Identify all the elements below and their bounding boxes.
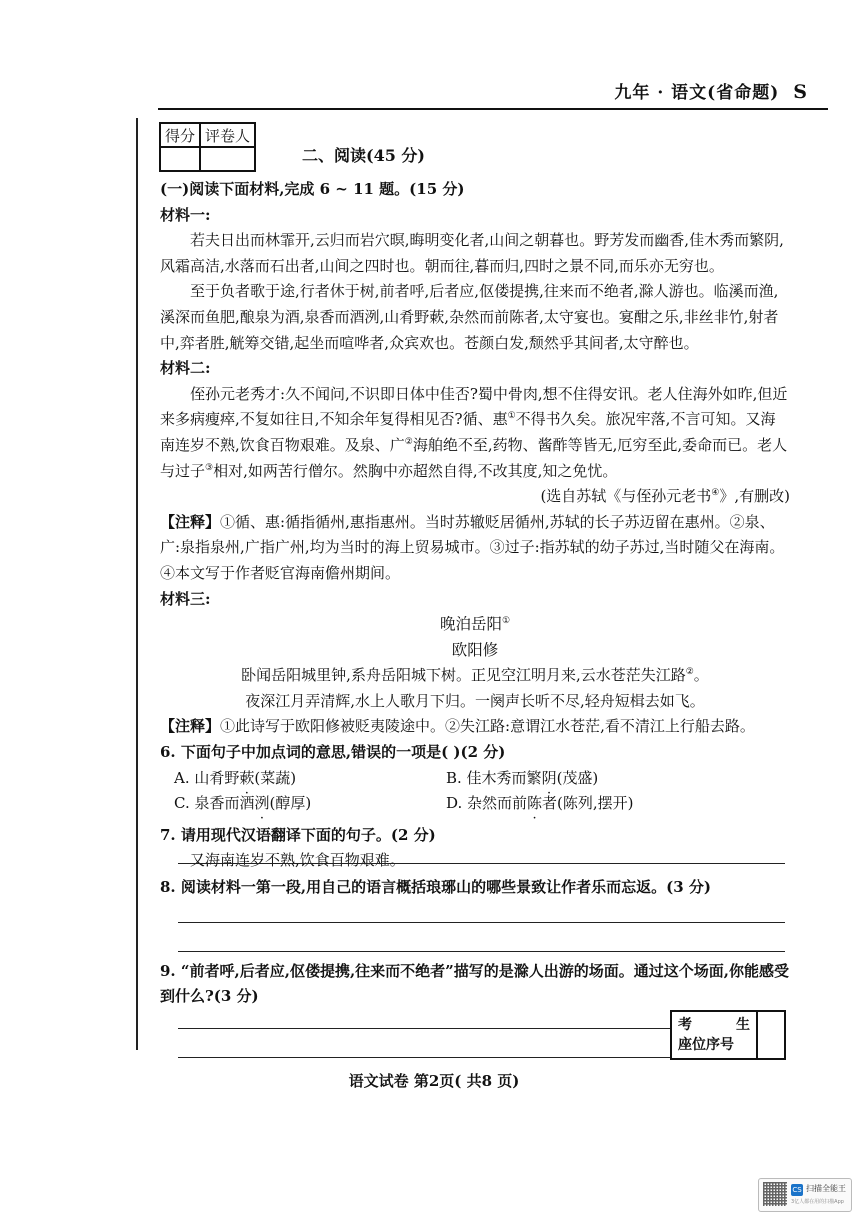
footnote-mark-1: ①	[507, 411, 516, 422]
footnote-mark-3: ③	[205, 462, 214, 473]
option-c-post: (醇厚)	[269, 794, 312, 813]
material2-notes	[160, 510, 790, 587]
poem-author: 欧阳修	[451, 640, 499, 659]
page-footer: 语文试卷 第2页( 共8 页)	[348, 1072, 520, 1090]
section-title: 二、阅读(45 分)	[302, 146, 425, 165]
scanner-watermark	[758, 1178, 852, 1212]
poem-line-1-mark: ②	[685, 667, 694, 678]
option-a[interactable]	[160, 766, 446, 792]
grader-cell[interactable]	[200, 147, 255, 171]
question-7-sentence: 又海南连岁不熟,饮食百物艰难。	[190, 851, 405, 870]
poem-title-mark: ①	[501, 615, 511, 626]
material3-label: 材料三:	[160, 589, 211, 608]
material2-source	[160, 484, 790, 510]
option-a-pre: A. 山肴野	[174, 768, 240, 787]
header-rule	[158, 108, 828, 110]
question-6-stem: 6. 下面句子中加点词的意思,错误的一项是( )(2 分)	[160, 743, 506, 762]
option-d-dotted: 陈	[527, 794, 543, 813]
note-text: ①循、惠:循指循州,惠指惠州。当时苏辙贬居循州,苏轼的长子苏迈留在惠州。②泉、广:泉指泉州,广指广州,均为当时的海上贸易城市。③过子:指苏轼的幼子苏过,当时随父在海南。④本文写于作者贬官海南儋州期间。	[160, 512, 785, 582]
letter-text-a: 侄孙元老秀才:久不闻问,不识即日体中佳否?蜀中骨肉,想不住得安讯。老人住海外如昨,但近来多病瘦瘁,不复如往日,不知余年复得相见否?循、惠	[160, 384, 788, 429]
option-d[interactable]	[446, 791, 716, 817]
header-title: 九年 · 语文(省命题)	[614, 83, 780, 103]
poem-title	[160, 612, 790, 638]
option-a-post: (菜蔬)	[254, 768, 297, 787]
seat-number-field[interactable]	[758, 1012, 784, 1058]
letter-text-b: 不得书久矣。旅况牢落,不言可知。又海南连岁不熟,饮食百物艰难。及泉、广	[160, 410, 776, 454]
note-text: ①此诗写于欧阳修被贬夷陵途中。②失江路:意谓江水苍茫,看不清江上行船去路。	[220, 717, 755, 736]
q9-answer-line-2[interactable]	[178, 1057, 670, 1058]
option-d-post: 者(陈列,摆开)	[542, 794, 634, 813]
question-6-options-row1	[160, 766, 790, 792]
option-c-dotted: 洌	[254, 794, 270, 813]
source-text-b: 》,有删改)	[719, 487, 790, 506]
question-6-options-row2	[160, 791, 790, 817]
option-b-pre: B. 佳木秀而繁	[446, 768, 542, 787]
material1-para1: 若夫日出而林霏开,云归而岩穴暝,晦明变化者,山间之朝暮也。野芳发而幽香,佳木秀而繁阴,风霜高洁,水落而石出者,山间之四时也。朝而往,暮而归,四时之景不同,而乐亦无穷也。	[160, 231, 784, 275]
poem-line-1-text: 卧闻岳阳城里钟,系舟岳阳城下树。正见空江明月来,云水苍茫失江路	[241, 666, 686, 685]
poem-line-1-end: 。	[693, 666, 709, 685]
question-8-stem: 8. 阅读材料一第一段,用自己的语言概括琅琊山的哪些景致让作者乐而忘返。(3 分)	[160, 878, 711, 896]
letter-text-d: 相对,如两苦行僧尔。然胸中亦超然自得,不改其度,知之免忧。	[213, 461, 618, 480]
poem-line-1	[160, 663, 790, 689]
scanner-name: 扫描全能王	[806, 1184, 846, 1193]
q8-answer-line-2[interactable]	[178, 951, 785, 952]
score-cell[interactable]	[160, 147, 200, 171]
seat-number-box	[670, 1010, 786, 1060]
question-7-stem: 7. 请用现代汉语翻译下面的句子。(2 分)	[160, 825, 436, 844]
option-b-post: (茂盛)	[556, 768, 599, 787]
source-text-a: (选自苏轼《与侄孙元老书	[540, 487, 712, 506]
footnote-mark-4: ④	[711, 488, 720, 499]
option-c-pre: C. 泉香而酒	[174, 794, 255, 813]
question-9-stem: 9. “前者呼,后者应,伛偻提携,往来而不绝者”描写的是滁人出游的场面。通过这个场面,你能感受到什么?(3 分)	[160, 962, 790, 1005]
note-label: 【注释】	[160, 512, 221, 531]
camscanner-logo-icon: CS	[792, 1186, 802, 1194]
seat-label-1a: 考	[678, 1017, 692, 1033]
seat-label-1b: 生	[736, 1017, 750, 1033]
score-header: 得分	[160, 123, 200, 147]
q7-answer-line[interactable]	[178, 863, 785, 864]
header-letter: S	[793, 81, 808, 103]
grader-header: 评卷人	[200, 123, 255, 147]
material1-label: 材料一:	[160, 205, 211, 224]
qr-code-icon	[763, 1182, 787, 1206]
seat-label-2: 座位序号	[678, 1037, 734, 1053]
material2-letter	[160, 382, 790, 484]
reading-content	[160, 177, 790, 874]
material2-label: 材料二:	[160, 359, 211, 378]
binding-margin-rule	[136, 118, 138, 1050]
option-b[interactable]	[446, 766, 716, 792]
material1-para2: 至于负者歌于途,行者休于树,前者呼,后者应,伛偻提携,往来而不绝者,滁人游也。临溪而渔,溪深而鱼肥,酿泉为酒,泉香而酒洌,山肴野蔌,杂然而前陈者,太守宴也。宴酣之乐,非丝非竹,射者中,弈者胜,觥筹交错,起坐而喧哗者,众宾欢也。苍颜白发,颓然乎其间者,太守醉也。	[160, 282, 779, 352]
poem-line-2: 夜深江月弄清辉,水上人歌月下归。一阕声长听不尽,轻舟短楫去如飞。	[245, 691, 705, 710]
option-c[interactable]	[160, 791, 446, 817]
footnote-mark-2: ②	[404, 436, 413, 447]
scanner-subtitle: 3亿人都在用的扫描App	[791, 1199, 844, 1205]
score-table	[159, 122, 256, 172]
q8-answer-line-1[interactable]	[178, 922, 785, 923]
note-label: 【注释】	[160, 717, 221, 736]
option-a-dotted: 蔌	[239, 768, 255, 787]
option-d-pre: D. 杂然而前	[446, 794, 528, 813]
poem-title-text: 晚泊岳阳	[439, 615, 502, 634]
q9-answer-line-1[interactable]	[178, 1028, 670, 1029]
material3-notes	[160, 714, 790, 740]
page-header	[614, 78, 808, 103]
option-b-dotted: 阴	[541, 768, 557, 787]
seat-label	[672, 1012, 758, 1058]
part1-heading: (一)阅读下面材料,完成 6 ~ 11 题。(15 分)	[160, 180, 465, 198]
letter-text-c: 海舶绝不至,药物、酱酢等皆无,厄穷至此,委命而已。老人与过子	[160, 435, 788, 480]
